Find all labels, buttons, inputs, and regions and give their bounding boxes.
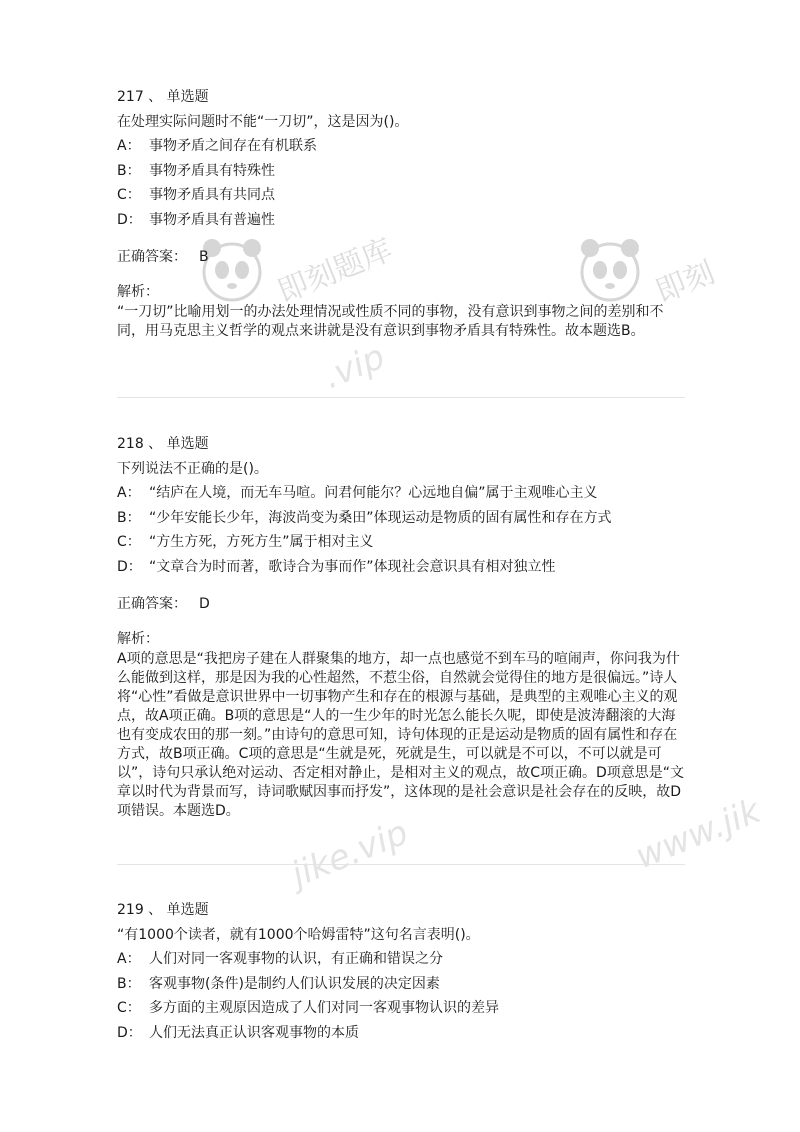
option-c [117,530,685,555]
option-text: 人们无法真正认识客观事物的本质 [149,1024,359,1041]
option-letter: D： [117,1024,142,1041]
option-text: 人们对同一客观事物的认识，有正确和错误之分 [149,951,443,967]
option-letter: D： [117,211,142,228]
option-a [117,481,685,506]
question-header: 217 、 单选题 [117,89,209,105]
option-text: “方生方死，方死方生”属于相对主义 [149,534,374,550]
watermark-url-partial: jike.vip [286,812,414,896]
question-stem: “有1000个读者，就有1000个哈姆雷特”这句名言表明()。 [117,926,480,943]
option-a [117,947,685,972]
option-letter: B： [117,509,141,526]
analysis-text: “一刀切”比喻用划一的办法处理情况或性质不同的事物，没有意识到事物之间的差别和不同，用马克思主义哲学的观点来讲就是没有意识到事物矛盾具有特殊性。故本题选B。 [117,304,664,339]
divider [117,397,685,398]
option-text: 事物矛盾具有共同点 [149,187,275,203]
option-text: 事物矛盾之间存在有机联系 [149,138,317,154]
option-text: 客观事物(条件)是制约人们认识发展的决定因素 [149,975,440,992]
question-218 [117,432,685,821]
divider [117,864,685,865]
question-stem: 在处理实际问题时不能“一刀切”，这是因为()。 [117,113,409,130]
answer-value: B [199,249,209,265]
question-stem: 下列说法不正确的是()。 [117,460,268,477]
analysis-label: 解析： [117,631,159,647]
question-219 [117,898,685,1045]
correct-answer [117,592,685,616]
option-b [117,159,685,184]
watermark-url: .vip [318,336,391,398]
option-letter: B： [117,162,141,179]
option-c [117,183,685,208]
option-letter: B： [117,975,141,992]
option-letter: A： [117,951,141,967]
option-text: “文章合为时而著，歌诗合为事而作”体现社会意识具有相对独立性 [149,558,556,575]
option-text: 事物矛盾具有特殊性 [149,162,275,179]
option-letter: C： [117,1000,141,1016]
option-letter: A： [117,138,141,154]
option-b [117,506,685,531]
option-letter: C： [117,534,141,550]
watermark-url-partial-right: www.jik [630,791,767,878]
watermark-brand: 即刻题库 [272,232,398,310]
question-217 [117,85,685,341]
option-letter: C： [117,187,141,203]
option-text: 多方面的主观原因造成了人们对同一客观事物认识的差异 [149,1000,499,1016]
analysis-text: A项的意思是“我把房子建在人群聚集的地方，却一点也感觉不到车马的喧闹声，你问我为什么能做到这样，那是因为我的心性超然，不惹尘俗，自然就会觉得住的地方是很偏远。”诗人将“心性”看做是意识世界中一切事物产生和存在的根源与基础，是典型的主观唯心主义的观点，故A项正确。B项的意思是“人的一生少年的时光怎么能长久呢，即使是波涛翻滚的大海也有变成农田的那一刻。”由诗句的意思可知，诗句体现的正是运动是物质的固有属性和存在方式，故B项正确。C项的意思是“生就是死，死就是生，可以就是不可以，不可以就是可以”，诗句只承认绝对运动、否定相对静止，是相对主义的观点，故C项正确。D项意思是“文章以时代为背景而写，诗词歌赋因事而抒发”，这体现的是社会意识是社会存在的反映，故D项错误。本题选D。 [117,651,685,819]
option-b [117,972,685,997]
question-header: 219 、 单选题 [117,902,209,918]
option-text: “少年安能长少年，海波尚变为桑田”体现运动是物质的固有属性和存在方式 [149,509,612,526]
option-letter: D： [117,558,142,575]
option-d [117,555,685,580]
option-d [117,208,685,233]
question-header: 218 、 单选题 [117,436,209,452]
option-d [117,1021,685,1046]
analysis-label: 解析： [117,284,159,300]
watermark-brand-partial: 即刻 [650,254,720,310]
option-c [117,996,685,1021]
answer-value: D [199,596,210,612]
option-text: 事物矛盾具有普遍性 [149,211,275,228]
correct-answer [117,245,685,269]
answer-label: 正确答案： [117,249,187,265]
answer-label: 正确答案： [117,596,187,612]
option-text: “结庐在人境，而无车马喧。问君何能尔？心远地自偏”属于主观唯心主义 [149,485,598,501]
option-a [117,134,685,159]
option-letter: A： [117,485,141,501]
